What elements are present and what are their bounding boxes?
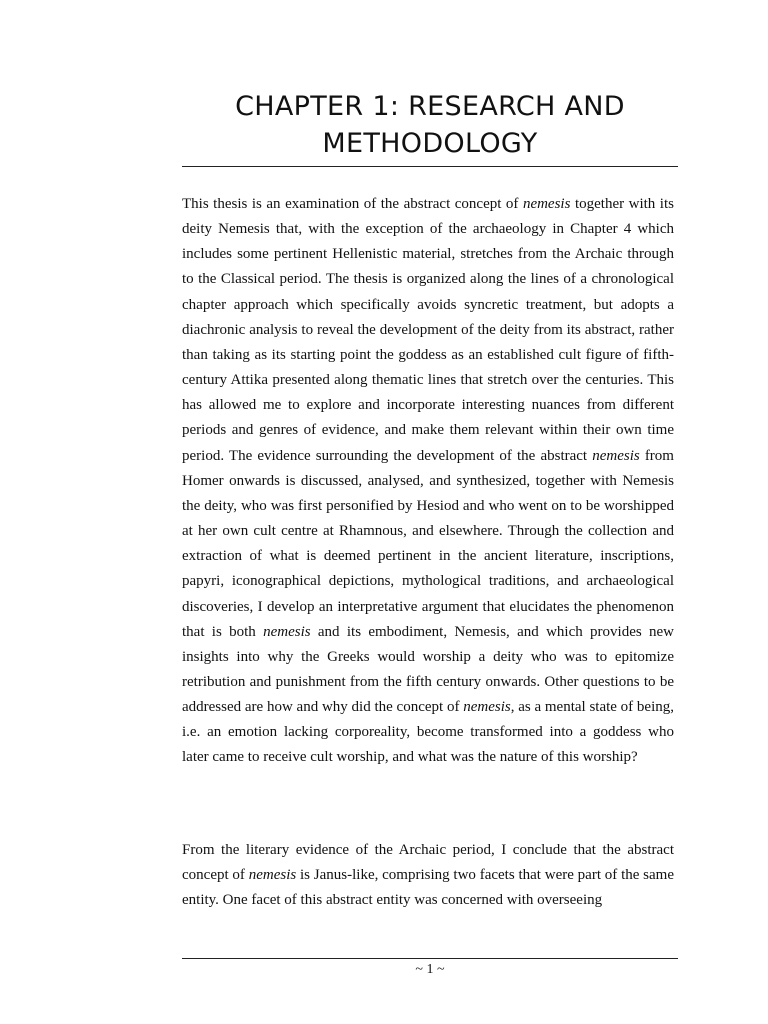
body-paragraph-1 [182,192,674,771]
chapter-title [182,88,678,162]
paragraph-text: from Homer onwards is discussed, analysed, and synthesized, together with Nemesis the deity, who was first personified by Hesiod and who went on to be worshipped at her own cult centre at Rhamnous, and elsewhere. Through the collection and extraction of what is deemed pertinent in the ancient literature, inscriptions, papyri, iconographical depictions, mythological traditions, and archaeological discoveries, I develop an interpretative argument that elucidates the phenomenon that is both [182,447,674,640]
italic-term: nemesis [248,867,297,884]
title-divider [182,166,678,167]
paragraph-text: is Janus-like, comprising two facets that were part of the same entity. One facet of this abstract entity was concerned with overseeing [182,867,675,909]
page-number: ~ 1 ~ [415,962,445,977]
paragraph-text: This thesis is an examination of the abstract concept of [182,196,523,212]
chapter-title-line-2: METHODOLOGY [322,128,538,159]
body-paragraph-2 [182,838,674,913]
italic-term: nemesis [592,447,640,464]
italic-term: nemesis [263,623,311,640]
italic-term: nemesis [463,699,511,716]
footer-divider [182,958,678,959]
italic-term: nemesis [522,196,571,212]
paragraph-text: From the literary evidence of the Archaic period, I conclude that the abstract concept of [182,842,674,884]
chapter-title-line-1: CHAPTER 1: RESEARCH AND [235,91,625,122]
paragraph-text: , as a mental state of being, i.e. an emotion lacking corporeality, become transformed into a goddess who later came to receive cult worship, and what was the nature of this worship? [182,699,675,766]
paragraph-text: and its embodiment, Nemesis, and which provides new insights into why the Greeks would worship a deity who was to epitomize retribution and punishment from the fifth century onwards. Other questions to be addressed are how and why did the concept of [182,623,674,716]
paragraph-text: together with its deity Nemesis that, with the exception of the archaeology in Chapter 4 which includes some pertinent Hellenistic material, stretches from the Archaic through to the Classical period. The thesis is organized along the lines of a chronological chapter approach which specifically avoids syncretic treatment, but adopts a diachronic analysis to reveal the development of the deity from its abstract, rather than taking as its starting point the goddess as an established cult figure of fifth-century Attika presented along thematic lines that stretch over the centuries. This has allowed me to explore and incorporate interesting nuances from different periods and genres of evidence, and make them relevant within their own time period. The evidence surrounding the development of the abstract [182,196,674,464]
